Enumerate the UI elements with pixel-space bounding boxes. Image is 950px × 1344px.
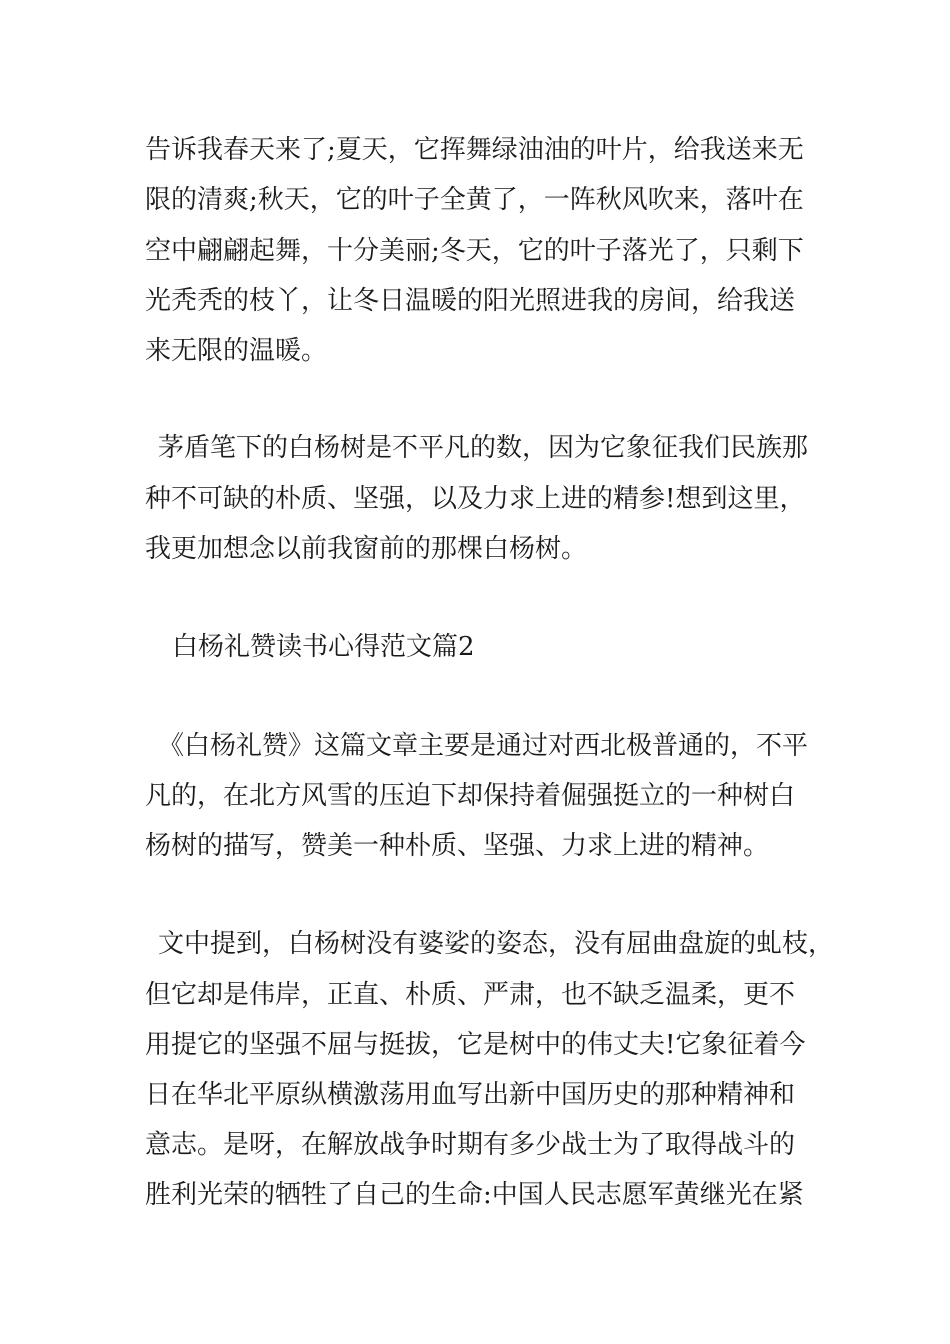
text-line: 但它却是伟岸，正直、朴质、严肃，也不缺乏温柔，更不: [145, 980, 796, 1010]
text-line: 种不可缺的朴质、坚强，以及力求上进的精参!想到这里，: [145, 484, 806, 514]
text-line: 限的清爽;秋天，它的叶子全黄了，一阵秋风吹来，落叶在: [145, 185, 804, 215]
text-line: 告诉我春天来了;夏天，它挥舞绿油油的叶片，给我送来无: [145, 135, 804, 165]
text-line: 空中翩翩起舞，十分美丽;冬天，它的叶子落光了，只剩下: [145, 236, 804, 266]
text-line: 胜利光荣的牺牲了自己的生命:中国人民志愿军黄继光在紧: [145, 1180, 804, 1210]
text-line: 杨树的描写，赞美一种朴质、坚强、力求上进的精神。: [145, 831, 770, 861]
text-line: 用提它的坚强不屈与挺拔，它是树中的伟丈夫!它象征着今: [145, 1030, 806, 1060]
text-line: 凡的，在北方风雪的压迫下却保持着倔强挺立的一种树白: [145, 781, 796, 811]
text-line: 《白杨礼赞》这篇文章主要是通过对西北极普通的，不平: [158, 731, 809, 761]
text-line: 光秃秃的枝丫，让冬日温暖的阳光照进我的房间，给我送: [145, 286, 796, 316]
text-line: 日在华北平原纵横激荡用血写出新中国历史的那种精神和: [145, 1080, 796, 1110]
text-line: 来无限的温暖。: [145, 336, 328, 366]
text-line: 茅盾笔下的白杨树是不平凡的数，因为它象征我们民族那: [158, 433, 809, 463]
heading-text: 白杨礼赞读书心得范文篇2: [172, 632, 475, 662]
text-line: 我更加想念以前我窗前的那棵白杨树。: [145, 534, 588, 564]
text-line: 意志。是呀，在解放战争时期有多少战士为了取得战斗的: [145, 1130, 796, 1160]
text-line: 文中提到，白杨树没有婆娑的姿态，没有屈曲盘旋的虬枝，: [158, 929, 835, 959]
